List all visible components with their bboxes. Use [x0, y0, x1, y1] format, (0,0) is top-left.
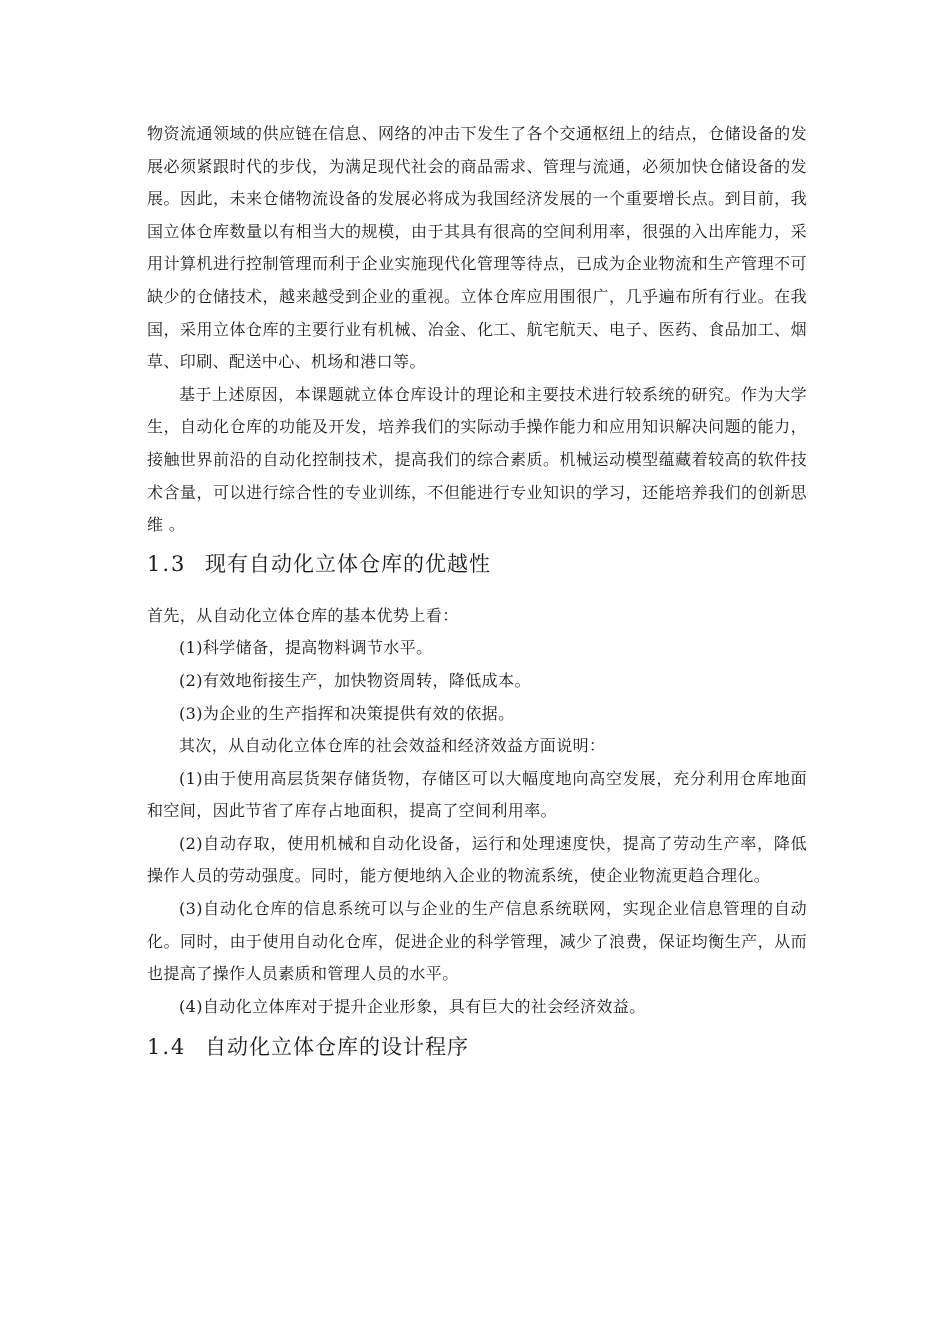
list-item-benefit-1: (1)由于使用高层货架存储货物，存储区可以大幅度地向高空发展，充分利用仓库地面和空间，因此节省了库存占地面积，提高了空间利用率。: [147, 768, 807, 821]
paragraph-benefits-intro: 其次，从自动化立体仓库的社会效益和经济效益方面说明：: [179, 736, 606, 756]
list-item-benefit-2: (2)自动存取，使用机械和自动化设备，运行和处理速度快，提高了劳动生产率，降低操作人员的劳动强度。同时，能方便地纳入企业的物流系统，使企业物流更趋合理化。: [147, 833, 807, 886]
list-item-benefit-4: (4)自动化立体库对于提升企业形象，具有巨大的社会经济效益。: [179, 996, 646, 1016]
page-content: [147, 118, 807, 1063]
paragraph-supply-chain: 物资流通领域的供应链在信息、网络的冲击下发生了各个交通枢纽上的结点，仓储设备的发展必须紧跟时代的步伐，为满足现代社会的商品需求、管理与流通，必须加快仓储设备的发展。因此，未来仓储物流设备的发展必将成为我国经济发展的一个重要增长点。到目前，我国立体仓库数量以有相当大的规模，由于其具有很高的空间利用率，很强的入出库能力，采用计算机进行控制管理而利于企业实施现代化管理等待点，已成为企业物流和生产管理不可缺少的仓储技术，越来越受到企业的重视。立体仓库应用围很广，几乎遍布所有行业。在我国，采用立体仓库的主要行业有机械、冶金、化工、航宅航天、电子、医药、食品加工、烟草、印刷、配送中心、机场和港口等。: [147, 124, 807, 372]
paragraph-basic-advantages-intro: 首先，从自动化立体仓库的基本优势上看：: [147, 605, 459, 625]
section-heading-1-4: [147, 1031, 807, 1063]
section-title: 自动化立体仓库的设计程序: [205, 1035, 469, 1060]
section-heading-1-3: [147, 548, 807, 580]
list-item-advantage-3: (3)为企业的生产指挥和决策提供有效的依据。: [179, 703, 515, 723]
section-number: 1.3: [147, 551, 187, 576]
list-item-benefit-3: (3)自动化仓库的信息系统可以与企业的生产信息系统联网，实现企业信息管理的自动化。同时，由于使用自动化仓库，促进企业的科学管理，减少了浪费，保证均衡生产，从而也提高了操作人员素质和管理人员的水平。: [147, 899, 807, 984]
section-number: 1.4: [147, 1035, 187, 1060]
list-item-advantage-1: (1)科学储备，提高物料调节水平。: [179, 638, 433, 658]
list-item-advantage-2: (2)有效地衔接生产，加快物资周转，降低成本。: [179, 670, 531, 690]
section-title: 现有自动化立体仓库的优越性: [205, 551, 491, 576]
paragraph-research-motivation: 基于上述原因，本课题就立体仓库设计的理论和主要技术进行较系统的研究。作为大学生，自动化仓库的功能及开发，培养我们的实际动手操作能力和应用知识解决问题的能力，接触世界前沿的自动化控制技术，提高我们的综合素质。机械运动模型蕴藏着较高的软件技术含量，可以进行综合性的专业训练，不但能进行专业知识的学习，还能培养我们的创新思维 。: [147, 384, 807, 535]
